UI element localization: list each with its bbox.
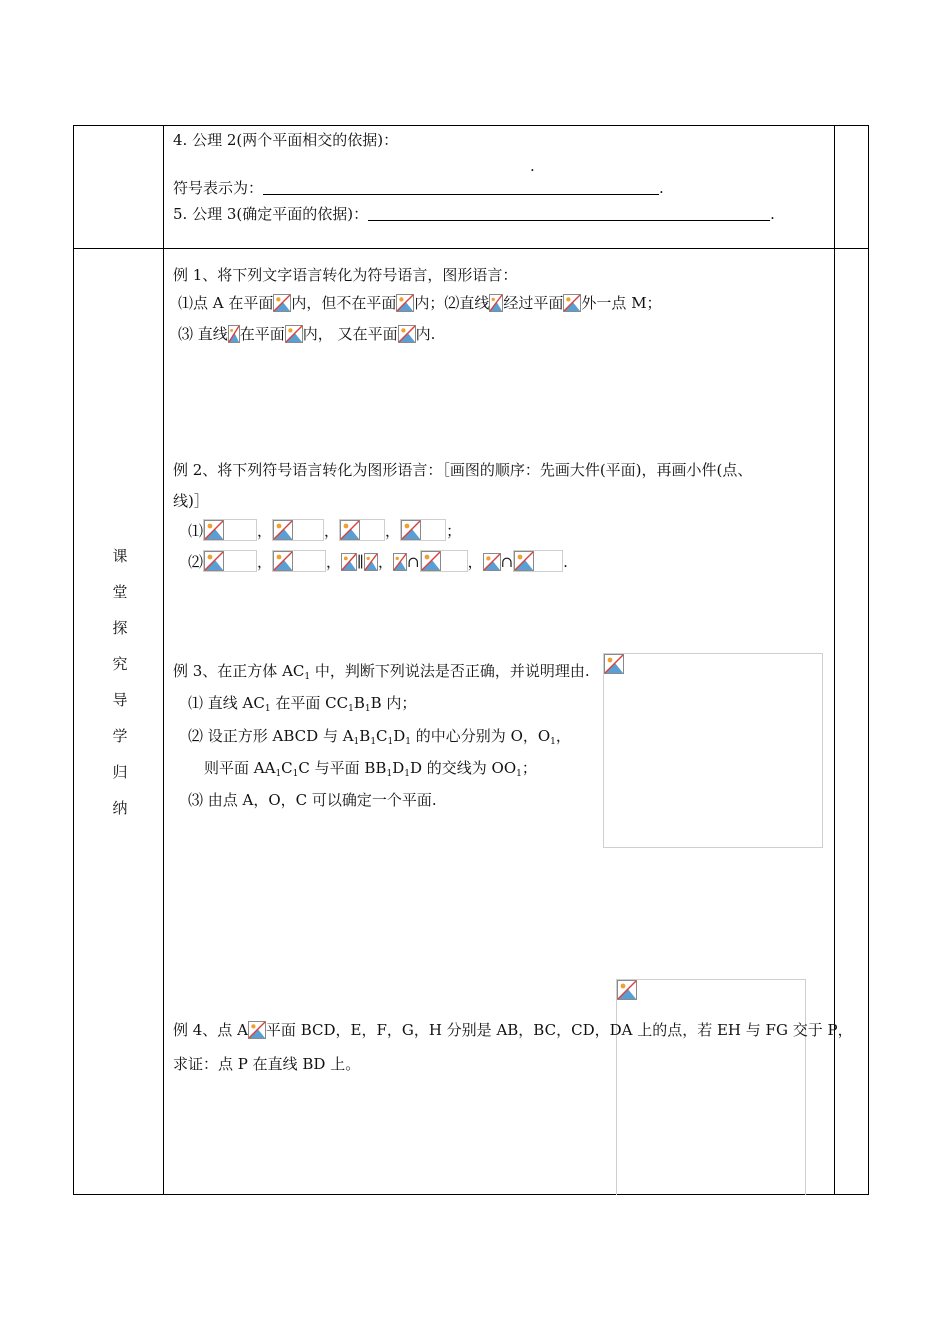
ex3-s1-b: 在平面 CC [270,694,349,712]
ex3-sub: 1 [370,737,377,747]
ex4-l1-b: 平面 BCD，E，F，G，H 分别是 AB，BC，CD，DA 上的点，若 EH 与 FG 交于 P， [265,1021,853,1039]
symbol-blank-1[interactable] [263,180,421,195]
side-label-char-4: 究 [112,655,128,673]
ex1-line2 [178,324,435,344]
ex4-line2: 求证：点 P 在直线 BD 上。 [173,1055,361,1073]
ex3-s2 [188,726,571,752]
axiom2-dot: . [530,157,535,175]
ex3-s2-f: ， [555,727,571,745]
ex1-l1-b: 内，但不在平面 [291,294,397,312]
ex2-image-box [420,550,468,572]
symbol-end: . [659,179,664,197]
broken-image-icon [396,294,414,312]
broken-image-icon [228,325,240,343]
broken-image-icon [340,520,360,540]
ex3-s2-e: 的中心分别为 O，O [411,727,551,745]
ex2-image-box [272,550,326,572]
ex2-image-box [400,519,446,541]
broken-image-icon [617,980,637,1000]
broken-image-icon [273,551,293,571]
ex2-image-box [513,550,563,572]
axiom2-line [173,130,398,150]
ex2-cap: ∩ [500,553,514,571]
ex2-comma: ， [377,553,393,571]
ex3-s4: ⑶ 由点 A，O，C 可以确定一个平面. [188,791,437,809]
ex3-figure-frame [603,653,823,848]
ex4-l1-a: 例 4、点 A [173,1021,248,1039]
broken-image-icon [489,294,503,312]
broken-image-icon [563,294,581,312]
axiom2-text: 4. 公理 2(两个平面相交的依据)： [173,131,399,149]
side-label-char-7: 归 [112,763,128,781]
ex2-comma: ， [257,522,273,540]
side-label-char-3: 探 [112,619,128,637]
broken-image-icon [514,551,534,571]
axiom3-text: 5. 公理 3(确定平面的依据)： [173,205,369,223]
ex1-l1-c: 内；⑵直线 [414,294,490,312]
ex3-s2-a: ⑵ 设正方形 ABCD 与 A [188,727,354,745]
ex1-l1-a: ⑴点 A 在平面 [178,294,274,312]
ex3-title-a: 例 3、在正方体 AC [173,662,305,680]
ex3-s3-a: 则平面 AA [204,759,276,777]
ex2-image-box [272,519,324,541]
ex1-l2-a: ⑶ 直线 [178,325,228,343]
broken-image-icon [285,325,303,343]
ex3-sub: 1 [550,737,556,747]
ex2-row2 [188,550,568,572]
ex3-sub: 1 [353,737,360,747]
ex3-s3 [204,758,537,784]
symbol-line [173,178,664,198]
ex3-sub: 1 [386,769,393,779]
table-row-divider [73,248,869,249]
symbol-label: 符号表示为： [173,179,264,197]
broken-image-icon [393,553,407,571]
ex2-row1 [188,519,461,541]
ex3-sub: 1 [292,769,299,779]
ex3-sub: 1 [264,704,271,714]
ex2-title-cont: 线)］ [173,492,209,510]
side-label-char-5: 导 [112,691,128,709]
axiom3-blank[interactable] [368,206,770,221]
ex3-s3-e: D 的交线为 OO [409,759,517,777]
ex2-comma: ， [467,553,483,571]
ex2-period: . [563,553,568,571]
broken-image-icon [204,551,224,571]
broken-image-icon [604,654,624,674]
side-label-char-6: 学 [112,727,128,745]
ex1-l1-e: 外一点 M； [581,294,662,312]
ex2-comma: ， [385,522,401,540]
ex3-s3-d: D [392,759,405,777]
ex4-figure-frame [616,979,806,1195]
ex2-title: 例 2、将下列符号语言转化为图形语言：［画图的顺序：先画大件(平面)，再画小件(点、 [173,461,753,479]
ex3-title-sub: 1 [304,672,311,682]
ex3-sub: 1 [516,769,522,779]
ex1-title: 例 1、将下列文字语言转化为符号语言，图形语言： [173,266,518,284]
ex2-semicolon: ； [446,522,462,540]
ex3-sub: 1 [275,769,282,779]
ex3-sub: 1 [405,737,412,747]
broken-image-icon [421,551,441,571]
side-label-char-2: 堂 [112,583,128,601]
ex2-cap: ∩ [407,553,420,571]
ex1-l2-c: 内， 又在平面 [302,325,398,343]
ex3-title-b: 中，判断下列说法是否正确，并说明理由. [310,662,590,680]
ex4-line1 [173,1020,853,1040]
axiom3-line [173,204,775,224]
table-right-border [868,125,869,1195]
ex3-s1 [188,693,416,719]
ex2-comma: ， [324,522,340,540]
broken-image-icon [364,553,378,571]
ex2-image-box [339,519,385,541]
ex3-s3-c: C 与平面 BB [298,759,387,777]
ex3-sub: 1 [404,769,410,779]
ex1-l2-d: 内. [415,325,436,343]
ex3-sub: 1 [387,737,394,747]
ex2-parallel: ∥ [357,553,364,571]
broken-image-icon [401,520,421,540]
ex3-s1-c: B [353,694,365,712]
ex3-s3-f: ； [521,759,537,777]
ex3-s3-b: C [281,759,293,777]
ex3-s1-d: B 内； [370,694,417,712]
ex3-sub: 1 [364,704,371,714]
ex3-s2-c: C [376,727,388,745]
table-top-border [73,125,869,126]
ex2-image-box [203,550,257,572]
side-label-char-1: 课 [112,547,128,565]
ex2-r2-label: ⑵ [188,553,204,571]
ex1-l2-b: 在平面 [239,325,285,343]
side-label-char-8: 纳 [112,799,128,817]
table-col-divider-1 [163,125,164,1195]
ex3-title [173,661,590,687]
ex2-r1-label: ⑴ [188,522,204,540]
broken-image-icon [273,294,291,312]
broken-image-icon [248,1021,266,1039]
table-left-border [73,125,74,1195]
ex3-sub: 1 [348,704,354,714]
broken-image-icon [341,553,357,571]
ex1-l1-d: 经过平面 [503,294,564,312]
ex2-comma: ， [326,553,342,571]
ex1-line1 [178,293,662,313]
broken-image-icon [398,325,416,343]
axiom3-end: . [770,205,775,223]
broken-image-icon [483,553,501,571]
broken-image-icon [273,520,293,540]
ex3-s1-a: ⑴ 直线 AC [188,694,265,712]
symbol-blank-2[interactable] [421,180,659,195]
ex2-comma: ， [257,553,273,571]
ex3-s2-b: B [359,727,371,745]
broken-image-icon [204,520,224,540]
ex3-s2-d: D [393,727,406,745]
ex2-image-box [203,519,257,541]
